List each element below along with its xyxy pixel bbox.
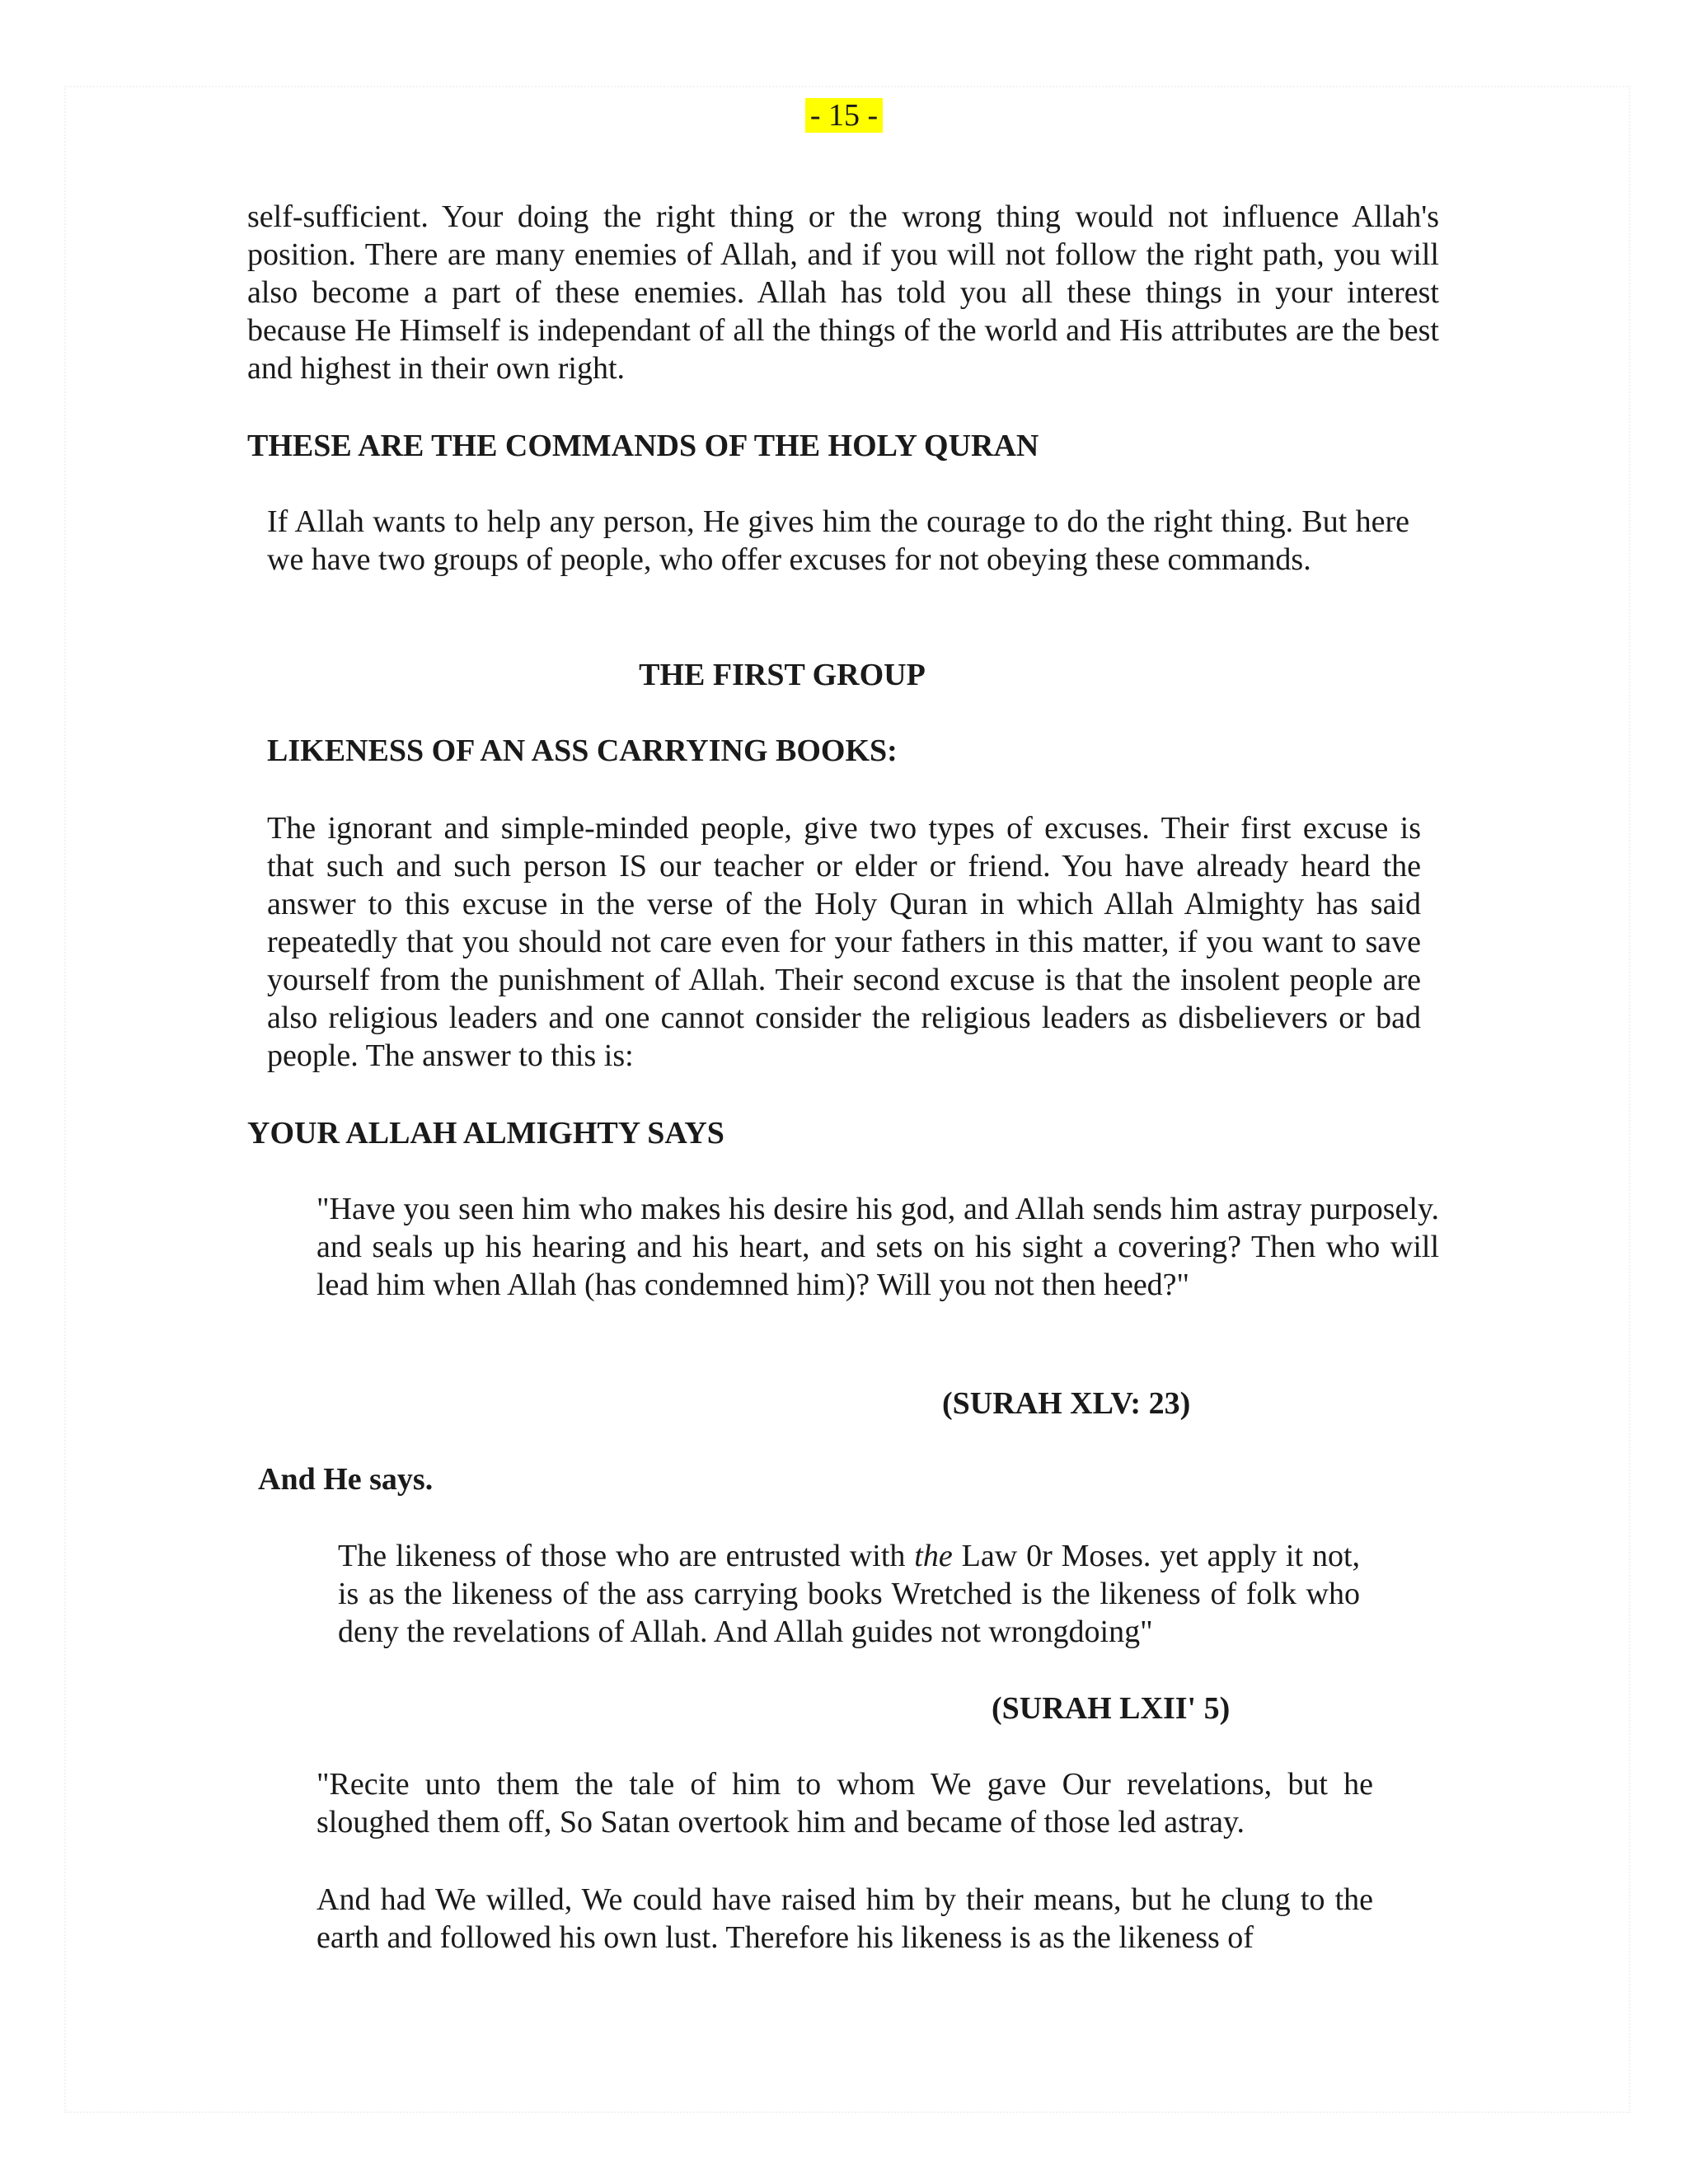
quote-likeness-ass-after: Law 0r Moses. yet apply it not, is as the likeness of the ass carrying books Wretched is the likeness of folk who deny the revelations of Allah. And Allah guides not wrongdoing" (338, 1539, 1360, 1649)
reference-surah-xlv: (SURAH XLV: 23) (942, 1386, 1191, 1421)
paragraph-excuses: The ignorant and simple-minded people, give two types of excuses. Their first excuse is that such and such person IS our teacher or elder or friend. You have already heard the answer to this excuse in the verse of the Holy Quran in which Allah Almighty has said repeatedly that you should not care even for your fathers in this matter, if you want to save yourself from the punishment of Allah. Their second excuse is that the insolent people are also religious leaders and one cannot consider the religious leaders as disbelievers or bad people. The answer to this is: (267, 811, 1421, 1073)
heading-first-group: THE FIRST GROUP (639, 658, 926, 692)
quote-recite-tale: "Recite unto them the tale of him to whom We gave Our revelations, but he sloughed them off, So Satan overtook him and became of those led astray. (316, 1767, 1373, 1840)
page-number-label: - 15 - (805, 98, 883, 133)
quote-desire-god: "Have you seen him who makes his desire his god, and Allah sends him astray purposely. and seals up his hearing and his heart, and sets on his sight a covering? Then who will lead him when Allah (has condemned him)? Will you not then heed?" (316, 1192, 1439, 1302)
heading-commands: THESE ARE THE COMMANDS OF THE HOLY QURAN (247, 429, 1039, 463)
paragraph-self-sufficient: self-sufficient. Your doing the right thing or the wrong thing would not influence Allah's position. There are many enemies of Allah, and if you will not follow the right path, you will also become a part of these enemies. Allah has told you all these things in your interest because He Himself is independant of all the things of the world and His attributes are the best and highest in their own right. (247, 199, 1439, 386)
heading-he-says: And He says. (258, 1462, 434, 1497)
quote-likeness-ass-italic: the (914, 1539, 953, 1573)
reference-surah-lxii: (SURAH LXII' 5) (992, 1691, 1231, 1726)
heading-allah-says: YOUR ALLAH ALMIGHTY SAYS (247, 1116, 724, 1151)
paragraph-help-person: If Allah wants to help any person, He gives him the courage to do the right thing. But here we have two groups of people, who offer excuses for not obeying these commands. (267, 504, 1409, 577)
quote-likeness-ass (338, 1537, 1360, 1651)
page-number (0, 97, 1688, 135)
heading-likeness-ass: LIKENESS OF AN ASS CARRYING BOOKS: (267, 733, 898, 768)
quote-likeness-ass-before: The likeness of those who are entrusted with (338, 1539, 915, 1573)
quote-had-we-willed: And had We willed, We could have raised him by their means, but he clung to the earth and followed his own lust. Therefore his likeness is as the likeness of (316, 1882, 1373, 1955)
